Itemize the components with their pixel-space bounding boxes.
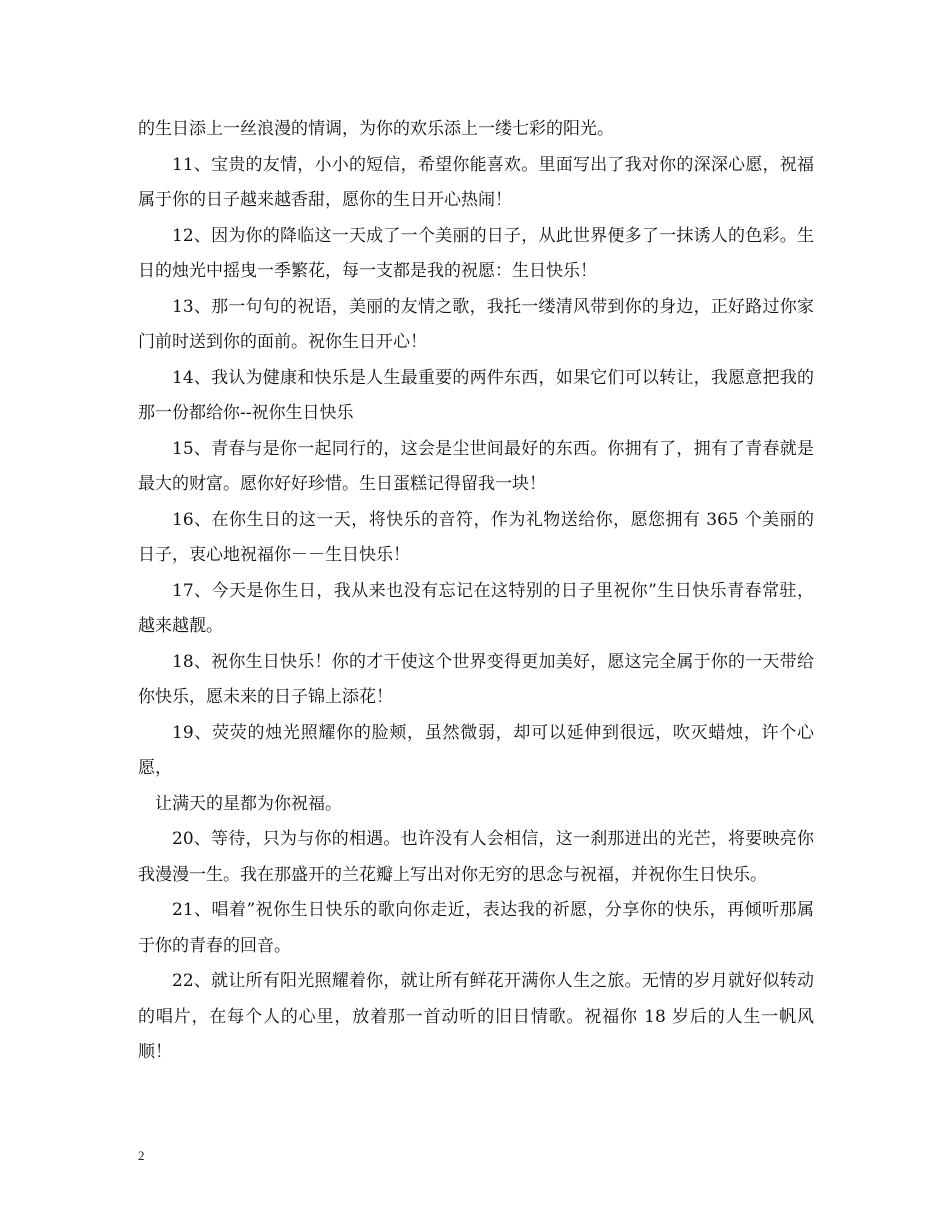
paragraph: 18、祝你生日快乐！你的才干使这个世界变得更加美好，愿这完全属于你的一天带给你快乐，愿未来的日子锦上添花！ (138, 651, 814, 707)
paragraph: 14、我认为健康和快乐是人生最重要的两件东西，如果它们可以转让，我愿意把我的那一份都给你--祝你生日快乐 (138, 367, 814, 423)
paragraph: 19、荧荧的烛光照耀你的脸颊，虽然微弱，却可以延伸到很远，吹灭蜡烛，许个心愿， (138, 722, 814, 778)
paragraph: 22、就让所有阳光照耀着你，就让所有鲜花开满你人生之旅。无情的岁月就好似转动的唱片，在每个人的心里，放着那一首动听的旧日情歌。祝福你 18 岁后的人生一帆风顺！ (138, 971, 814, 1062)
document-body (138, 112, 814, 1071)
paragraph: 的生日添上一丝浪漫的情调，为你的欢乐添上一缕七彩的阳光。 (138, 119, 614, 139)
paragraph: 15、青春与是你一起同行的，这会是尘世间最好的东西。你拥有了，拥有了青春就是最大的财富。愿你好好珍惜。生日蛋糕记得留我一块！ (138, 438, 814, 494)
paragraph: 12、因为你的降临这一天成了一个美丽的日子，从此世界便多了一抹诱人的色彩。生日的烛光中摇曳一季繁花，每一支都是我的祝愿：生日快乐！ (138, 225, 814, 281)
paragraph: 20、等待，只为与你的相遇。也许没有人会相信，这一刹那迸出的光芒，将要映亮你我漫漫一生。我在那盛开的兰花瓣上写出对你无穷的思念与祝福，并祝你生日快乐。 (138, 829, 814, 885)
page-number: 2 (138, 1148, 145, 1163)
paragraph: 13、那一句句的祝语，美丽的友情之歌，我托一缕清风带到你的身边，正好路过你家门前时送到你的面前。祝你生日开心！ (138, 296, 814, 352)
paragraph: 11、宝贵的友情，小小的短信，希望你能喜欢。里面写出了我对你的深深心愿，祝福属于你的日子越来越香甜，愿你的生日开心热闹！ (138, 154, 814, 210)
paragraph: 21、唱着”祝你生日快乐的歌向你走近，表达我的祈愿，分享你的快乐，再倾听那属于你的青春的回音。 (138, 900, 814, 956)
paragraph: 16、在你生日的这一天，将快乐的音符，作为礼物送给你，愿您拥有 365 个美丽的日子，衷心地祝福你－－生日快乐！ (138, 509, 814, 565)
paragraph: 17、今天是你生日，我从来也没有忘记在这特别的日子里祝你”生日快乐青春常驻，越来越靓。 (138, 580, 814, 636)
paragraph: 让满天的星都为你祝福。 (155, 793, 342, 814)
